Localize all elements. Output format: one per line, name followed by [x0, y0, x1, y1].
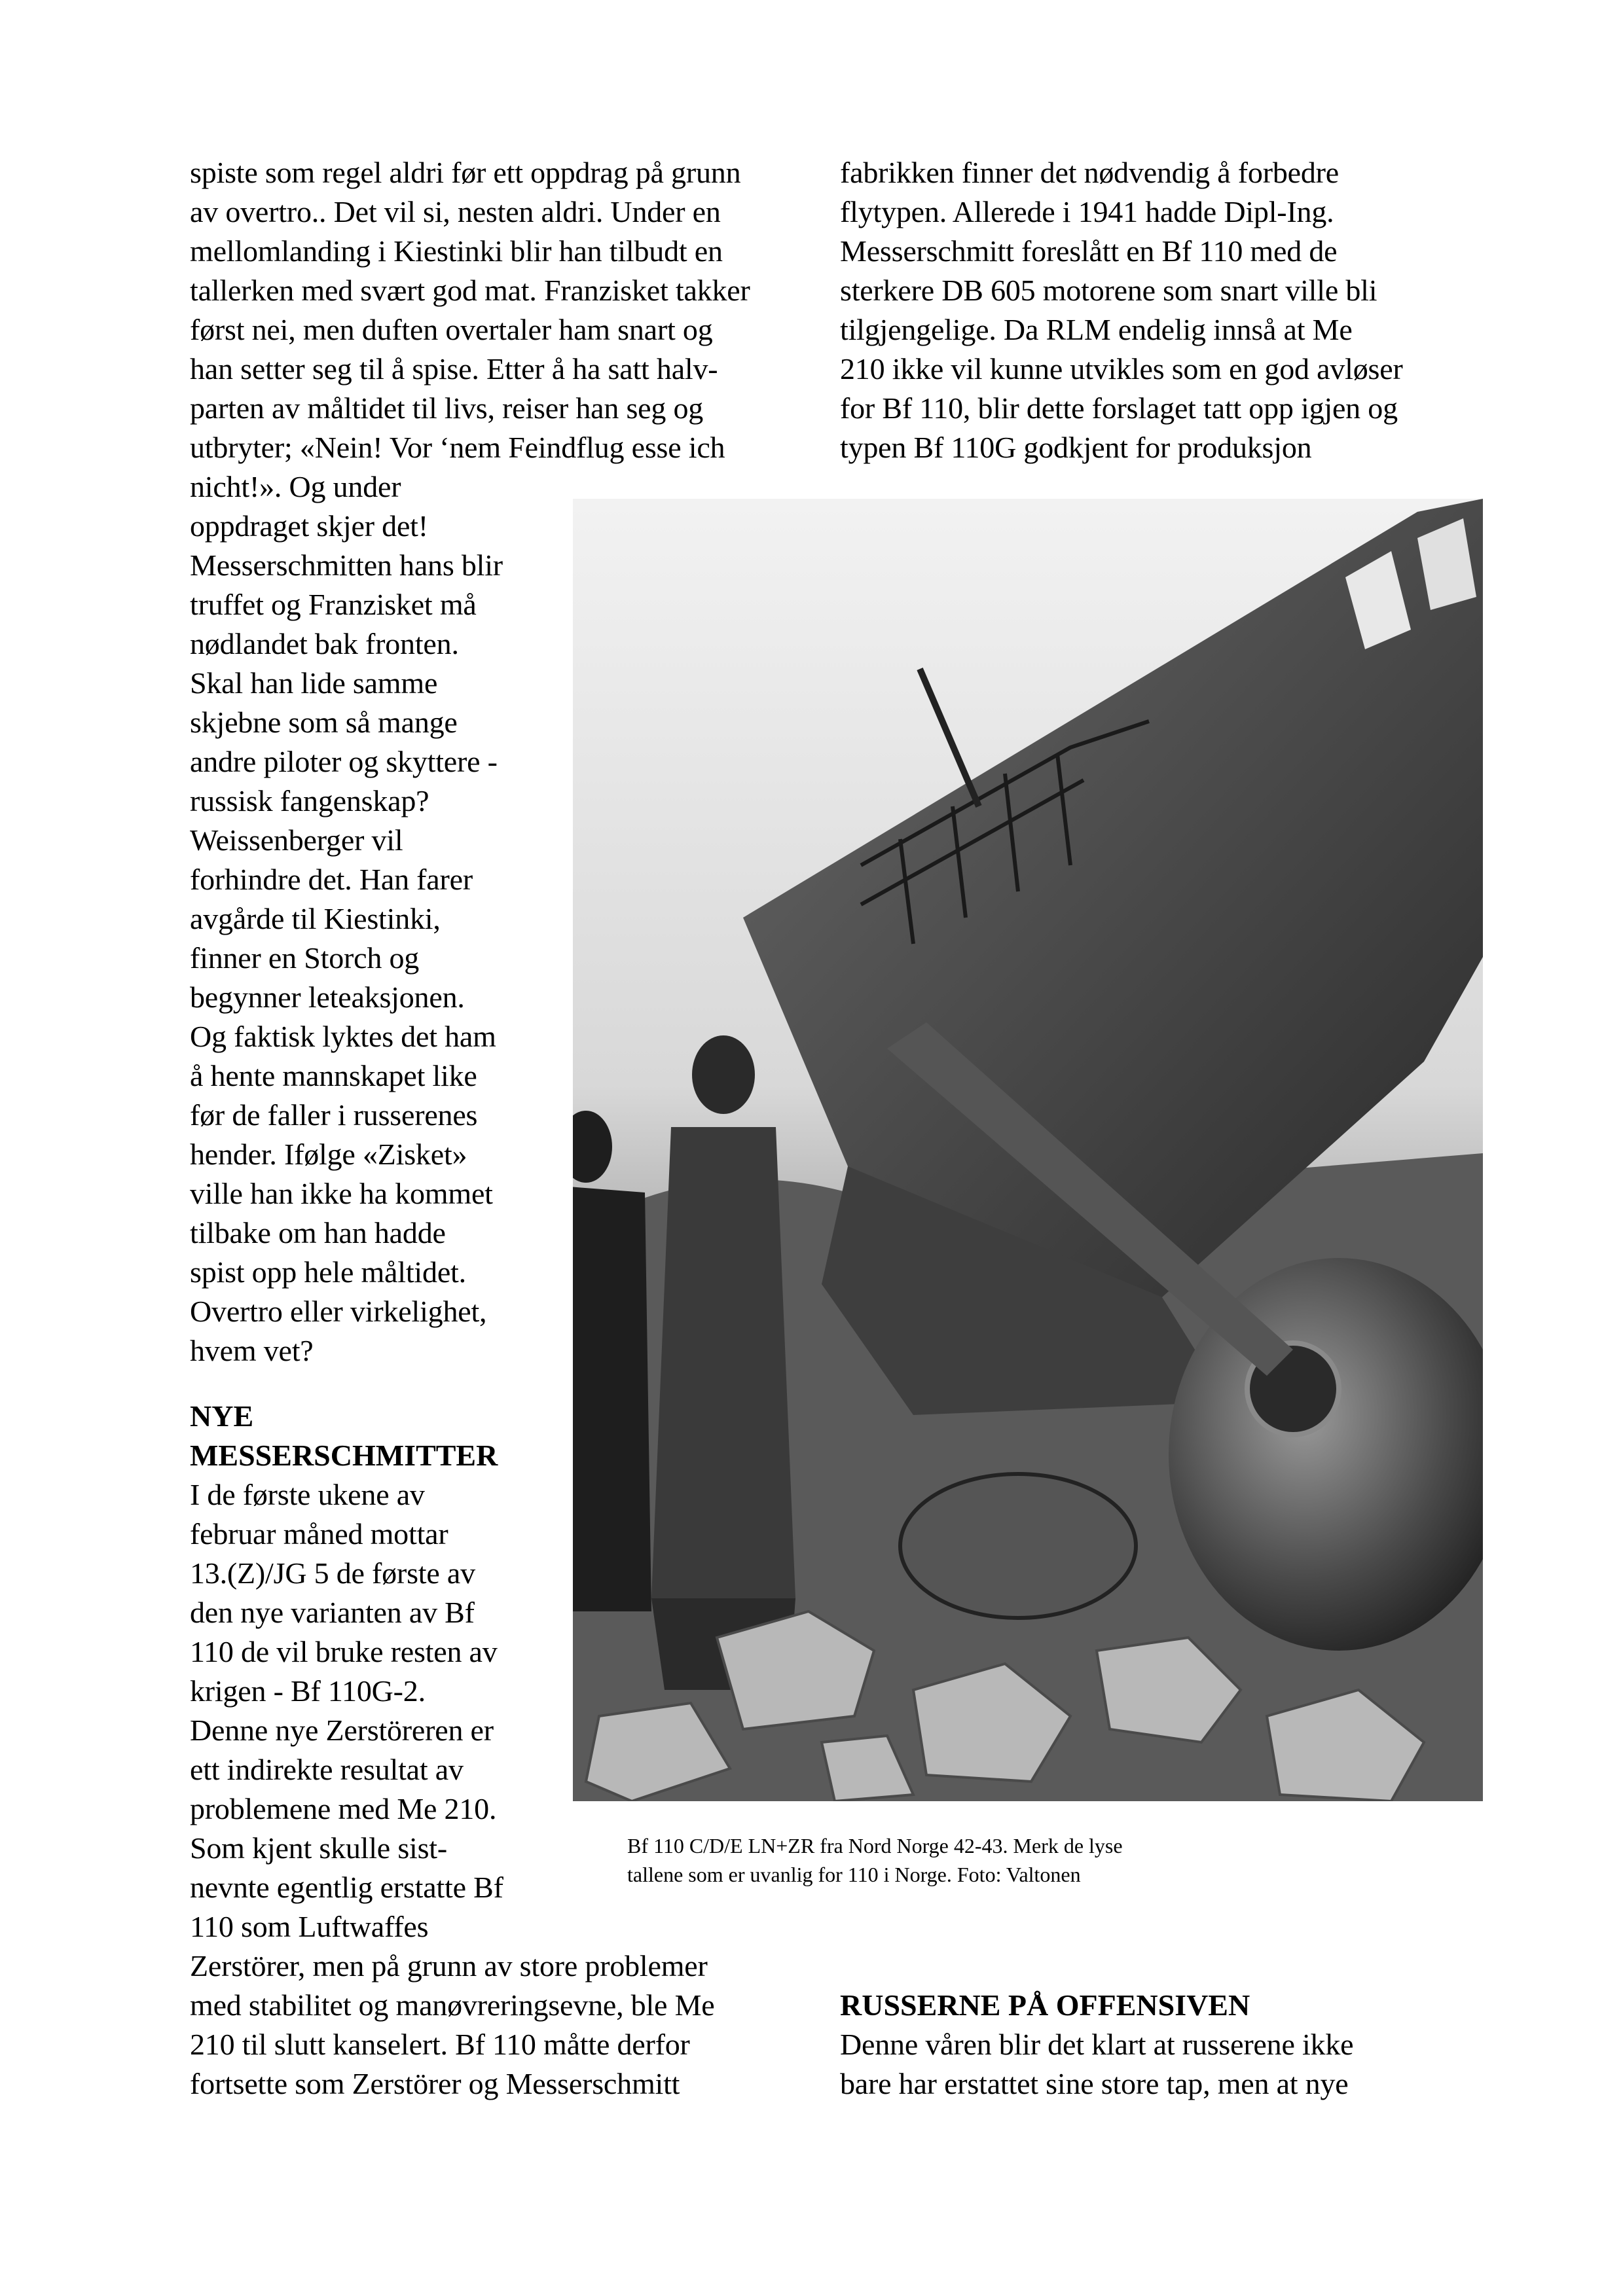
text-line: problemene med Me 210.	[190, 1792, 497, 1825]
text-line: av overtro.. Det vil si, nesten aldri. Under en	[190, 195, 721, 228]
text-line: typen Bf 110G godkjent for produksjon	[840, 431, 1312, 464]
text-line: forhindre det. Han farer	[190, 863, 473, 896]
text-line: I de første ukene av	[190, 1478, 425, 1511]
text-line: Skal han lide samme	[190, 666, 438, 700]
text-line: andre piloter og skyttere -	[190, 745, 498, 778]
section-heading: RUSSERNE PÅ OFFENSIVEN	[840, 1988, 1250, 2022]
text-line: fortsette som Zerstörer og Messerschmitt	[190, 2067, 680, 2100]
text-line: februar måned mottar	[190, 1517, 448, 1551]
text-line: parten av måltidet til livs, reiser han seg og	[190, 391, 704, 425]
text-line: finner en Storch og	[190, 941, 420, 975]
text-line: mellomlanding i Kiestinki blir han tilbudt en	[190, 234, 723, 268]
text-line: fabrikken finner det nødvendig å forbedre	[840, 156, 1339, 189]
text-line: begynner leteaksjonen.	[190, 980, 465, 1014]
text-line: flytypen. Allerede i 1941 hadde Dipl-Ing.	[840, 195, 1334, 228]
text-line: med stabilitet og manøvreringsevne, ble Me	[190, 1988, 715, 2022]
text-line: nødlandet bak fronten.	[190, 627, 459, 660]
text-line: 110 som Luftwaffes	[190, 1910, 429, 1943]
crashed-aircraft-photo	[573, 499, 1483, 1801]
text-line: for Bf 110, blir dette forslaget tatt opp igjen og	[840, 391, 1398, 425]
text-line: 13.(Z)/JG 5 de første av	[190, 1556, 475, 1590]
text-line: ville han ikke ha kommet	[190, 1177, 493, 1210]
text-line: før de faller i russerenes	[190, 1098, 478, 1132]
text-line: skjebne som så mange	[190, 706, 458, 739]
text-line: hender. Ifølge «Zisket»	[190, 1138, 467, 1171]
text-line: Denne nye Zerstöreren er	[190, 1713, 494, 1747]
text-line: ett indirekte resultat av	[190, 1753, 464, 1786]
text-line: tallerken med svært god mat. Franzisket takker	[190, 274, 750, 307]
text-line: bare har erstattet sine store tap, men at nye	[840, 2067, 1349, 2100]
text-line: truffet og Franzisket må	[190, 588, 477, 621]
text-line: nevnte egentlig erstatte Bf	[190, 1871, 503, 1904]
text-line: Weissenberger vil	[190, 823, 403, 857]
text-line: sterkere DB 605 motorene som snart ville bli	[840, 274, 1377, 307]
text-line: han setter seg til å spise. Etter å ha satt halv-	[190, 352, 718, 386]
text-line: 110 de vil bruke resten av	[190, 1635, 498, 1668]
text-line: tilbake om han hadde	[190, 1216, 446, 1249]
text-line: nicht!». Og under	[190, 470, 401, 503]
text-line: utbryter; «Nein! Vor ‘nem Feindflug esse ich	[190, 431, 725, 464]
text-line: Messerschmitten hans blir	[190, 548, 503, 582]
section-heading: MESSERSCHMITTER	[190, 1439, 498, 1472]
text-line: den nye varianten av Bf	[190, 1596, 475, 1629]
text-line: Som kjent skulle sist-	[190, 1831, 448, 1865]
section-heading: NYE	[190, 1399, 254, 1433]
text-line: 210 til slutt kanselert. Bf 110 måtte derfor	[190, 2028, 690, 2061]
text-line: Overtro eller virkelighet,	[190, 1295, 487, 1328]
text-line: Og faktisk lyktes det ham	[190, 1020, 496, 1053]
text-line: Denne våren blir det klart at russerene ikke	[840, 2028, 1354, 2061]
text-line: oppdraget skjer det!	[190, 509, 428, 543]
text-line: å hente mannskapet like	[190, 1059, 477, 1092]
text-line: 210 ikke vil kunne utvikles som en god avløser	[840, 352, 1403, 386]
caption-line: Bf 110 C/D/E LN+ZR fra Nord Norge 42-43. Merk de lyse	[627, 1834, 1123, 1857]
text-line: Messerschmitt foreslått en Bf 110 med de	[840, 234, 1338, 268]
text-line: russisk fangenskap?	[190, 784, 429, 817]
caption-line: tallene som er uvanlig for 110 i Norge. Foto: Valtonen	[627, 1863, 1081, 1886]
text-line: spiste som regel aldri før ett oppdrag på grunn	[190, 156, 741, 189]
text-line: hvem vet?	[190, 1334, 314, 1367]
text-line: spist opp hele måltidet.	[190, 1255, 466, 1289]
text-line: først nei, men duften overtaler ham snart og	[190, 313, 713, 346]
text-line: krigen - Bf 110G-2.	[190, 1674, 426, 1708]
text-line: Zerstörer, men på grunn av store problemer	[190, 1949, 708, 1982]
text-line: tilgjengelige. Da RLM endelig innså at Me	[840, 313, 1353, 346]
text-line: avgårde til Kiestinki,	[190, 902, 441, 935]
